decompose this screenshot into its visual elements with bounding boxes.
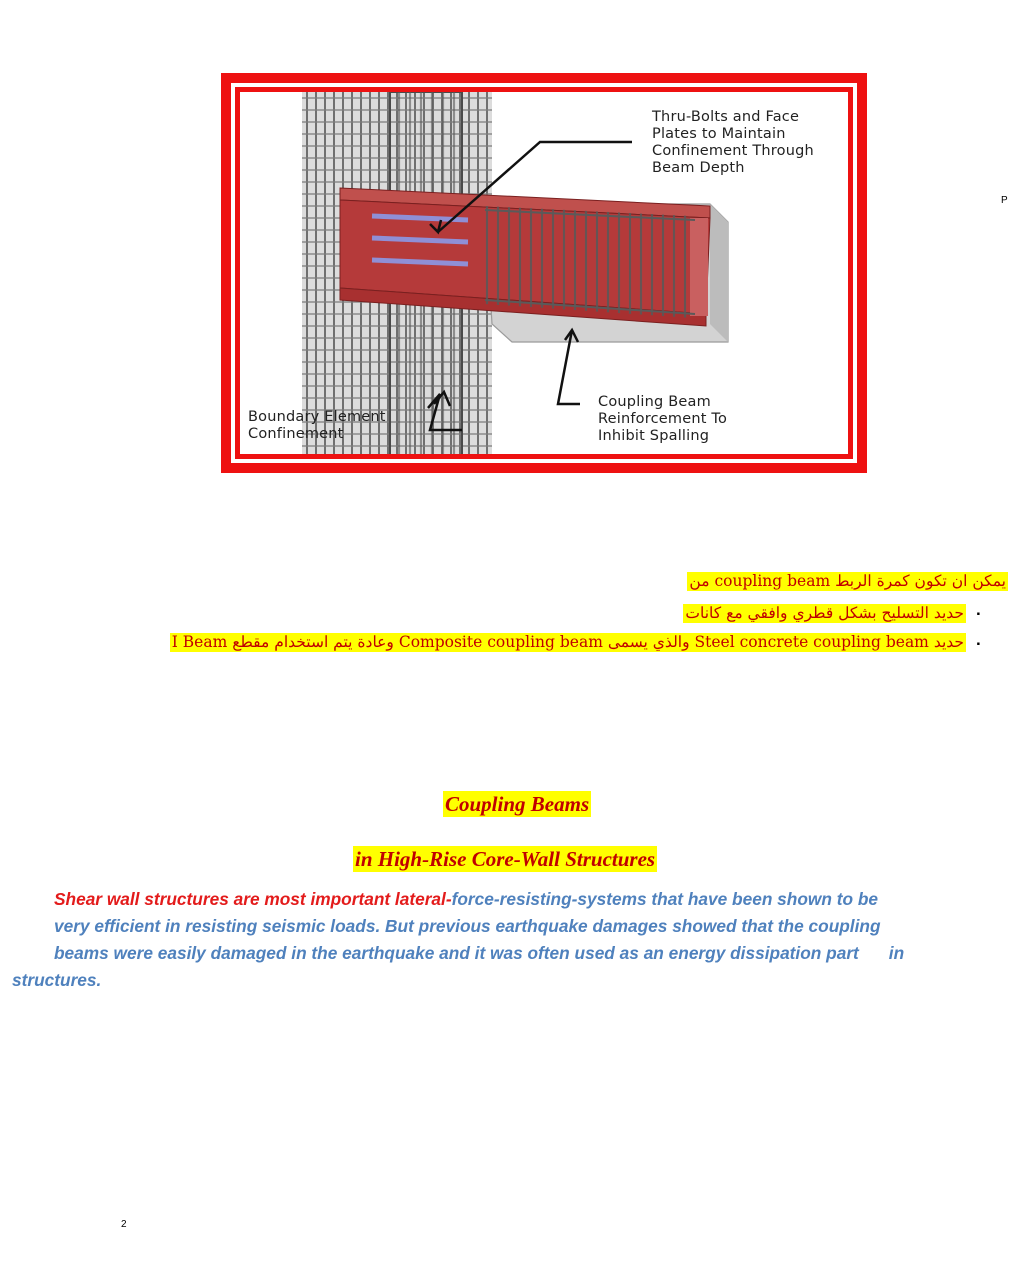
figure-frame bbox=[221, 73, 867, 473]
arabic-bullet-rebar: حديد التسليح بشكل قطري وافقي مع كانات bbox=[685, 604, 964, 622]
page-title: Coupling Beams bbox=[445, 792, 590, 816]
paragraph-line-3-text: beams were easily damaged in the earthquake and it was often used as an energy dissipation part bbox=[54, 943, 859, 963]
paragraph-line-2: very efficient in resisting seismic loads. But previous earthquake damages showed that the coupling bbox=[54, 916, 881, 936]
page-number: 2 bbox=[121, 1219, 127, 1230]
paragraph-line-3 bbox=[12, 940, 1002, 967]
ibeam-end bbox=[690, 218, 708, 316]
arabic-line-intro: يمكن ان تكون كمرة الربط coupling beam من bbox=[689, 572, 1006, 590]
margin-letter: P bbox=[1001, 195, 1008, 206]
paragraph-line-1-rest: force-resisting-systems that have been shown to be bbox=[451, 889, 878, 909]
paragraph-lead-text: Shear wall structures are most important lateral- bbox=[54, 889, 452, 909]
arabic-bullet-mark-2: . bbox=[976, 630, 981, 649]
paragraph-line-1 bbox=[12, 886, 1002, 913]
body-paragraph bbox=[12, 886, 1002, 994]
page-subtitle: in High-Rise Core-Wall Structures bbox=[355, 847, 656, 871]
paragraph-line-4: structures. bbox=[12, 970, 102, 990]
callout-thru-bolts: Thru-Bolts and Face Plates to Maintain Confinement Through Beam Depth bbox=[652, 109, 814, 176]
arabic-bullet-steel: حديد Steel concrete coupling beam والذي يسمى Composite coupling beam وعادة يتم استخدام مقطع I Beam bbox=[171, 633, 964, 651]
callout-beam-reinforcement: Coupling Beam Reinforcement To Inhibit Spalling bbox=[598, 394, 728, 444]
figure-inner bbox=[235, 87, 853, 459]
callout-boundary-element: Boundary Element Confinement bbox=[248, 409, 386, 442]
arabic-bullet-mark-1: . bbox=[976, 600, 981, 619]
beam-concrete-side bbox=[710, 204, 728, 342]
paragraph-line-3-tail: in bbox=[888, 943, 905, 963]
